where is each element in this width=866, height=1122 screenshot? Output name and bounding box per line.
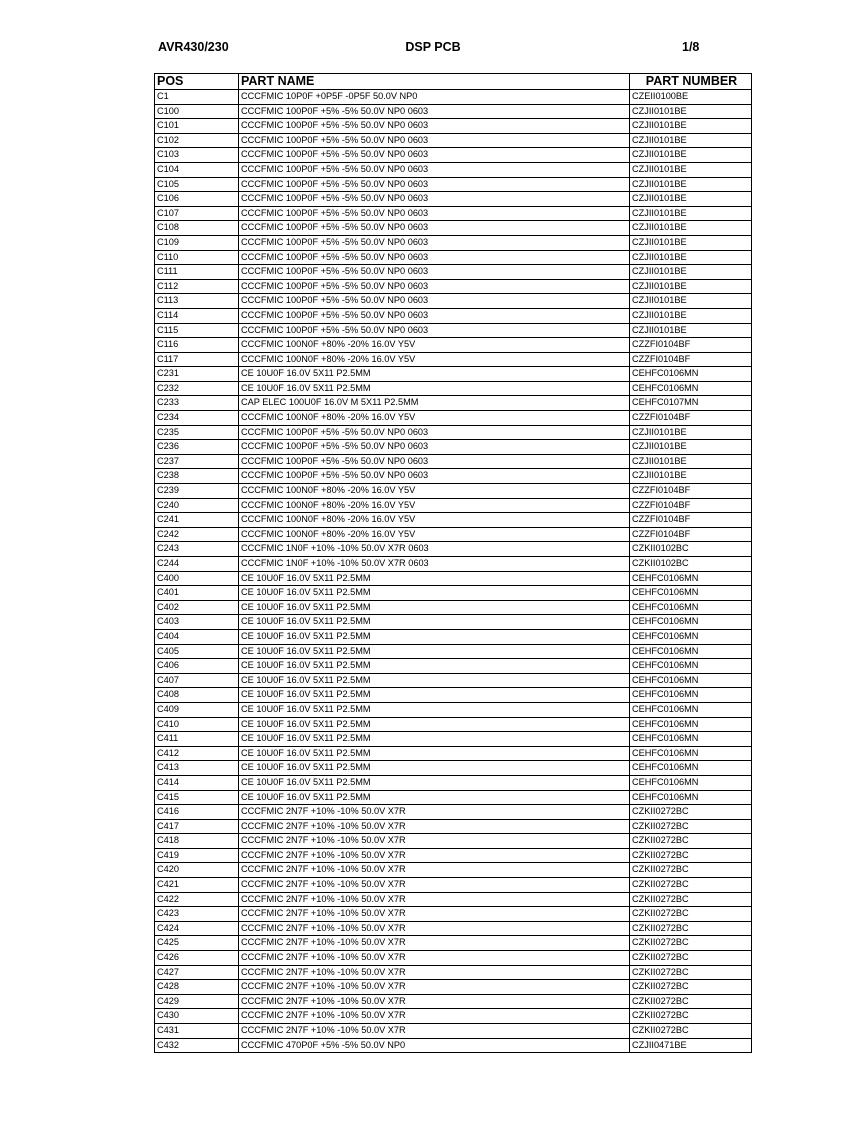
part-number-cell: CEHFC0106MN bbox=[630, 644, 752, 659]
pos-cell: C401 bbox=[155, 586, 239, 601]
part-name-cell: CCCFMIC 100P0F +5% -5% 50.0V NP0 0603 bbox=[239, 250, 630, 265]
part-number-cell: CZKII0272BC bbox=[630, 980, 752, 995]
part-number-cell: CZJII0101BE bbox=[630, 104, 752, 119]
pos-cell: C241 bbox=[155, 513, 239, 528]
part-name-cell: CCCFMIC 100P0F +5% -5% 50.0V NP0 0603 bbox=[239, 235, 630, 250]
table-row bbox=[155, 367, 752, 382]
header-row bbox=[155, 74, 752, 90]
table-row bbox=[155, 148, 752, 163]
table-row bbox=[155, 600, 752, 615]
pos-cell: C413 bbox=[155, 761, 239, 776]
table-row bbox=[155, 863, 752, 878]
part-name-cell: CE 10U0F 16.0V 5X11 P2.5MM bbox=[239, 717, 630, 732]
part-number-cell: CZKII0272BC bbox=[630, 1009, 752, 1024]
column-header-pos: POS bbox=[155, 74, 239, 90]
pos-cell: C427 bbox=[155, 965, 239, 980]
table-row bbox=[155, 819, 752, 834]
part-name-cell: CCCFMIC 100P0F +5% -5% 50.0V NP0 0603 bbox=[239, 104, 630, 119]
part-number-cell: CEHFC0106MN bbox=[630, 381, 752, 396]
pos-cell: C411 bbox=[155, 732, 239, 747]
part-name-cell: CCCFMIC 100P0F +5% -5% 50.0V NP0 0603 bbox=[239, 119, 630, 134]
table-row bbox=[155, 352, 752, 367]
pos-cell: C239 bbox=[155, 484, 239, 499]
pos-cell: C115 bbox=[155, 323, 239, 338]
pos-cell: C408 bbox=[155, 688, 239, 703]
part-name-cell: CCCFMIC 100P0F +5% -5% 50.0V NP0 0603 bbox=[239, 206, 630, 221]
part-name-cell: CCCFMIC 100P0F +5% -5% 50.0V NP0 0603 bbox=[239, 308, 630, 323]
table-row bbox=[155, 177, 752, 192]
table-row bbox=[155, 805, 752, 820]
part-name-cell: CE 10U0F 16.0V 5X11 P2.5MM bbox=[239, 615, 630, 630]
part-name-cell: CE 10U0F 16.0V 5X11 P2.5MM bbox=[239, 702, 630, 717]
part-name-cell: CCCFMIC 100P0F +5% -5% 50.0V NP0 0603 bbox=[239, 294, 630, 309]
part-number-cell: CZJII0101BE bbox=[630, 119, 752, 134]
pos-cell: C238 bbox=[155, 469, 239, 484]
part-number-cell: CZKII0272BC bbox=[630, 848, 752, 863]
part-name-cell: CCCFMIC 2N7F +10% -10% 50.0V X7R bbox=[239, 863, 630, 878]
table-row bbox=[155, 746, 752, 761]
table-row bbox=[155, 936, 752, 951]
table-row bbox=[155, 250, 752, 265]
part-name-cell: CCCFMIC 100N0F +80% -20% 16.0V Y5V bbox=[239, 527, 630, 542]
pos-cell: C112 bbox=[155, 279, 239, 294]
pos-cell: C107 bbox=[155, 206, 239, 221]
part-name-cell: CE 10U0F 16.0V 5X11 P2.5MM bbox=[239, 746, 630, 761]
part-name-cell: CCCFMIC 100N0F +80% -20% 16.0V Y5V bbox=[239, 513, 630, 528]
pos-cell: C429 bbox=[155, 994, 239, 1009]
table-row bbox=[155, 717, 752, 732]
part-name-cell: CCCFMIC 2N7F +10% -10% 50.0V X7R bbox=[239, 878, 630, 893]
part-name-cell: CCCFMIC 100P0F +5% -5% 50.0V NP0 0603 bbox=[239, 162, 630, 177]
pos-cell: C407 bbox=[155, 673, 239, 688]
table-row bbox=[155, 206, 752, 221]
pos-cell: C244 bbox=[155, 557, 239, 572]
table-row bbox=[155, 265, 752, 280]
part-number-cell: CZJII0101BE bbox=[630, 279, 752, 294]
pos-cell: C243 bbox=[155, 542, 239, 557]
pos-cell: C402 bbox=[155, 600, 239, 615]
part-number-cell: CZJII0101BE bbox=[630, 294, 752, 309]
table-row bbox=[155, 834, 752, 849]
table-row bbox=[155, 425, 752, 440]
part-name-cell: CCCFMIC 2N7F +10% -10% 50.0V X7R bbox=[239, 1009, 630, 1024]
pos-cell: C231 bbox=[155, 367, 239, 382]
part-name-cell: CE 10U0F 16.0V 5X11 P2.5MM bbox=[239, 775, 630, 790]
pos-cell: C425 bbox=[155, 936, 239, 951]
part-number-cell: CZJII0471BE bbox=[630, 1038, 752, 1053]
table-row bbox=[155, 951, 752, 966]
part-number-cell: CZKII0272BC bbox=[630, 878, 752, 893]
part-name-cell: CCCFMIC 2N7F +10% -10% 50.0V X7R bbox=[239, 980, 630, 995]
pos-cell: C242 bbox=[155, 527, 239, 542]
table-row bbox=[155, 571, 752, 586]
part-name-cell: CE 10U0F 16.0V 5X11 P2.5MM bbox=[239, 629, 630, 644]
part-number-cell: CZJII0101BE bbox=[630, 323, 752, 338]
pos-cell: C237 bbox=[155, 454, 239, 469]
part-number-cell: CZZFI0104BF bbox=[630, 498, 752, 513]
pos-cell: C428 bbox=[155, 980, 239, 995]
table-row bbox=[155, 133, 752, 148]
pos-cell: C416 bbox=[155, 805, 239, 820]
part-name-cell: CCCFMIC 100P0F +5% -5% 50.0V NP0 0603 bbox=[239, 133, 630, 148]
part-number-cell: CEHFC0106MN bbox=[630, 790, 752, 805]
table-row bbox=[155, 775, 752, 790]
part-number-cell: CZJII0101BE bbox=[630, 265, 752, 280]
pos-cell: C406 bbox=[155, 659, 239, 674]
pos-cell: C431 bbox=[155, 1024, 239, 1039]
part-name-cell: CE 10U0F 16.0V 5X11 P2.5MM bbox=[239, 367, 630, 382]
part-name-cell: CCCFMIC 100P0F +5% -5% 50.0V NP0 0603 bbox=[239, 469, 630, 484]
part-number-cell: CEHFC0106MN bbox=[630, 746, 752, 761]
part-number-cell: CZJII0101BE bbox=[630, 454, 752, 469]
part-number-cell: CZJII0101BE bbox=[630, 440, 752, 455]
part-name-cell: CAP ELEC 100U0F 16.0V M 5X11 P2.5MM bbox=[239, 396, 630, 411]
pos-cell: C104 bbox=[155, 162, 239, 177]
table-row bbox=[155, 761, 752, 776]
pos-cell: C105 bbox=[155, 177, 239, 192]
table-row bbox=[155, 104, 752, 119]
part-number-cell: CZKII0272BC bbox=[630, 994, 752, 1009]
pos-cell: C405 bbox=[155, 644, 239, 659]
part-number-cell: CZZFI0104BF bbox=[630, 338, 752, 353]
part-number-cell: CZJII0101BE bbox=[630, 192, 752, 207]
part-name-cell: CCCFMIC 100P0F +5% -5% 50.0V NP0 0603 bbox=[239, 192, 630, 207]
part-number-cell: CEHFC0106MN bbox=[630, 673, 752, 688]
pos-cell: C240 bbox=[155, 498, 239, 513]
table-row bbox=[155, 90, 752, 105]
pos-cell: C235 bbox=[155, 425, 239, 440]
part-name-cell: CCCFMIC 2N7F +10% -10% 50.0V X7R bbox=[239, 892, 630, 907]
part-name-cell: CCCFMIC 2N7F +10% -10% 50.0V X7R bbox=[239, 936, 630, 951]
pos-cell: C421 bbox=[155, 878, 239, 893]
part-number-cell: CZKII0272BC bbox=[630, 834, 752, 849]
part-name-cell: CE 10U0F 16.0V 5X11 P2.5MM bbox=[239, 790, 630, 805]
part-name-cell: CCCFMIC 100N0F +80% -20% 16.0V Y5V bbox=[239, 352, 630, 367]
pos-cell: C410 bbox=[155, 717, 239, 732]
part-name-cell: CCCFMIC 100P0F +5% -5% 50.0V NP0 0603 bbox=[239, 265, 630, 280]
part-number-cell: CEHFC0106MN bbox=[630, 761, 752, 776]
pos-cell: C232 bbox=[155, 381, 239, 396]
table-row bbox=[155, 308, 752, 323]
part-name-cell: CCCFMIC 1N0F +10% -10% 50.0V X7R 0603 bbox=[239, 542, 630, 557]
part-number-cell: CZKII0272BC bbox=[630, 921, 752, 936]
pos-cell: C418 bbox=[155, 834, 239, 849]
part-name-cell: CCCFMIC 100P0F +5% -5% 50.0V NP0 0603 bbox=[239, 177, 630, 192]
part-name-cell: CCCFMIC 470P0F +5% -5% 50.0V NP0 bbox=[239, 1038, 630, 1053]
table-row bbox=[155, 615, 752, 630]
part-name-cell: CCCFMIC 100P0F +5% -5% 50.0V NP0 0603 bbox=[239, 279, 630, 294]
pos-cell: C414 bbox=[155, 775, 239, 790]
pos-cell: C426 bbox=[155, 951, 239, 966]
pos-cell: C100 bbox=[155, 104, 239, 119]
part-number-cell: CEHFC0106MN bbox=[630, 367, 752, 382]
part-name-cell: CCCFMIC 100P0F +5% -5% 50.0V NP0 0603 bbox=[239, 148, 630, 163]
table-row bbox=[155, 848, 752, 863]
part-number-cell: CEHFC0106MN bbox=[630, 615, 752, 630]
part-number-cell: CZKII0272BC bbox=[630, 805, 752, 820]
part-name-cell: CCCFMIC 100N0F +80% -20% 16.0V Y5V bbox=[239, 338, 630, 353]
part-name-cell: CCCFMIC 100P0F +5% -5% 50.0V NP0 0603 bbox=[239, 221, 630, 236]
part-number-cell: CEHFC0106MN bbox=[630, 586, 752, 601]
part-name-cell: CCCFMIC 100P0F +5% -5% 50.0V NP0 0603 bbox=[239, 454, 630, 469]
table-row bbox=[155, 294, 752, 309]
table-row bbox=[155, 469, 752, 484]
column-header-part-name: PART NAME bbox=[239, 74, 630, 90]
pos-cell: C103 bbox=[155, 148, 239, 163]
pos-cell: C409 bbox=[155, 702, 239, 717]
pos-cell: C419 bbox=[155, 848, 239, 863]
part-name-cell: CCCFMIC 2N7F +10% -10% 50.0V X7R bbox=[239, 848, 630, 863]
table-row bbox=[155, 1024, 752, 1039]
part-number-cell: CEHFC0106MN bbox=[630, 732, 752, 747]
part-name-cell: CE 10U0F 16.0V 5X11 P2.5MM bbox=[239, 673, 630, 688]
pos-cell: C234 bbox=[155, 411, 239, 426]
pos-cell: C113 bbox=[155, 294, 239, 309]
part-number-cell: CZKII0272BC bbox=[630, 1024, 752, 1039]
part-number-cell: CZZFI0104BF bbox=[630, 484, 752, 499]
table-row bbox=[155, 980, 752, 995]
part-number-cell: CZJII0101BE bbox=[630, 250, 752, 265]
part-name-cell: CCCFMIC 100P0F +5% -5% 50.0V NP0 0603 bbox=[239, 425, 630, 440]
part-name-cell: CE 10U0F 16.0V 5X11 P2.5MM bbox=[239, 732, 630, 747]
table-row bbox=[155, 454, 752, 469]
part-number-cell: CZJII0101BE bbox=[630, 133, 752, 148]
table-row bbox=[155, 994, 752, 1009]
table-row bbox=[155, 907, 752, 922]
part-number-cell: CZJII0101BE bbox=[630, 221, 752, 236]
table-row bbox=[155, 411, 752, 426]
part-number-cell: CZZFI0104BF bbox=[630, 527, 752, 542]
table-row bbox=[155, 644, 752, 659]
table-row bbox=[155, 921, 752, 936]
table-row bbox=[155, 790, 752, 805]
pos-cell: C117 bbox=[155, 352, 239, 367]
parts-table-body bbox=[155, 90, 752, 1053]
table-row bbox=[155, 221, 752, 236]
part-name-cell: CCCFMIC 2N7F +10% -10% 50.0V X7R bbox=[239, 819, 630, 834]
part-name-cell: CCCFMIC 2N7F +10% -10% 50.0V X7R bbox=[239, 965, 630, 980]
part-number-cell: CZJII0101BE bbox=[630, 235, 752, 250]
pos-cell: C102 bbox=[155, 133, 239, 148]
pos-cell: C430 bbox=[155, 1009, 239, 1024]
pos-cell: C403 bbox=[155, 615, 239, 630]
part-number-cell: CEHFC0106MN bbox=[630, 775, 752, 790]
part-name-cell: CE 10U0F 16.0V 5X11 P2.5MM bbox=[239, 381, 630, 396]
table-row bbox=[155, 381, 752, 396]
model-number: AVR430/230 bbox=[158, 40, 229, 54]
part-name-cell: CCCFMIC 2N7F +10% -10% 50.0V X7R bbox=[239, 994, 630, 1009]
pos-cell: C412 bbox=[155, 746, 239, 761]
part-number-cell: CZKII0272BC bbox=[630, 863, 752, 878]
pos-cell: C432 bbox=[155, 1038, 239, 1053]
column-header-part-number: PART NUMBER bbox=[630, 74, 752, 90]
pos-cell: C106 bbox=[155, 192, 239, 207]
part-name-cell: CCCFMIC 100P0F +5% -5% 50.0V NP0 0603 bbox=[239, 323, 630, 338]
part-number-cell: CZZFI0104BF bbox=[630, 513, 752, 528]
part-number-cell: CZKII0272BC bbox=[630, 819, 752, 834]
table-row bbox=[155, 542, 752, 557]
table-row bbox=[155, 338, 752, 353]
part-number-cell: CEHFC0106MN bbox=[630, 702, 752, 717]
table-row bbox=[155, 440, 752, 455]
part-number-cell: CZJII0101BE bbox=[630, 206, 752, 221]
pos-cell: C101 bbox=[155, 119, 239, 134]
table-row bbox=[155, 1038, 752, 1053]
part-number-cell: CZKII0272BC bbox=[630, 951, 752, 966]
table-row bbox=[155, 323, 752, 338]
pos-cell: C420 bbox=[155, 863, 239, 878]
table-row bbox=[155, 965, 752, 980]
parts-table bbox=[154, 73, 752, 1053]
pos-cell: C111 bbox=[155, 265, 239, 280]
part-number-cell: CZJII0101BE bbox=[630, 177, 752, 192]
table-row bbox=[155, 119, 752, 134]
table-row bbox=[155, 192, 752, 207]
part-number-cell: CEHFC0107MN bbox=[630, 396, 752, 411]
part-name-cell: CCCFMIC 10P0F +0P5F -0P5F 50.0V NP0 bbox=[239, 90, 630, 105]
part-name-cell: CCCFMIC 2N7F +10% -10% 50.0V X7R bbox=[239, 805, 630, 820]
part-name-cell: CCCFMIC 2N7F +10% -10% 50.0V X7R bbox=[239, 907, 630, 922]
pos-cell: C415 bbox=[155, 790, 239, 805]
part-number-cell: CZKII0102BC bbox=[630, 542, 752, 557]
page-number: 1/8 bbox=[682, 40, 700, 54]
part-name-cell: CE 10U0F 16.0V 5X11 P2.5MM bbox=[239, 571, 630, 586]
table-row bbox=[155, 688, 752, 703]
part-name-cell: CCCFMIC 2N7F +10% -10% 50.0V X7R bbox=[239, 1024, 630, 1039]
table-row bbox=[155, 396, 752, 411]
pos-cell: C109 bbox=[155, 235, 239, 250]
table-row bbox=[155, 673, 752, 688]
part-number-cell: CEHFC0106MN bbox=[630, 600, 752, 615]
part-number-cell: CZKII0272BC bbox=[630, 965, 752, 980]
part-number-cell: CEHFC0106MN bbox=[630, 659, 752, 674]
pos-cell: C236 bbox=[155, 440, 239, 455]
table-row bbox=[155, 878, 752, 893]
pos-cell: C110 bbox=[155, 250, 239, 265]
document-title: DSP PCB bbox=[405, 40, 461, 54]
pos-cell: C422 bbox=[155, 892, 239, 907]
table-row bbox=[155, 732, 752, 747]
part-name-cell: CE 10U0F 16.0V 5X11 P2.5MM bbox=[239, 761, 630, 776]
pos-cell: C417 bbox=[155, 819, 239, 834]
part-number-cell: CZJII0101BE bbox=[630, 469, 752, 484]
part-name-cell: CCCFMIC 100N0F +80% -20% 16.0V Y5V bbox=[239, 484, 630, 499]
table-row bbox=[155, 586, 752, 601]
pos-cell: C404 bbox=[155, 629, 239, 644]
table-row bbox=[155, 527, 752, 542]
pos-cell: C424 bbox=[155, 921, 239, 936]
part-number-cell: CEHFC0106MN bbox=[630, 717, 752, 732]
part-number-cell: CZKII0272BC bbox=[630, 936, 752, 951]
part-number-cell: CEHFC0106MN bbox=[630, 688, 752, 703]
pos-cell: C400 bbox=[155, 571, 239, 586]
table-row bbox=[155, 498, 752, 513]
pos-cell: C114 bbox=[155, 308, 239, 323]
table-row bbox=[155, 892, 752, 907]
part-name-cell: CCCFMIC 100N0F +80% -20% 16.0V Y5V bbox=[239, 498, 630, 513]
table-row bbox=[155, 279, 752, 294]
pos-cell: C116 bbox=[155, 338, 239, 353]
part-number-cell: CZJII0101BE bbox=[630, 162, 752, 177]
part-number-cell: CZKII0272BC bbox=[630, 892, 752, 907]
part-name-cell: CE 10U0F 16.0V 5X11 P2.5MM bbox=[239, 644, 630, 659]
part-number-cell: CZJII0101BE bbox=[630, 308, 752, 323]
part-name-cell: CCCFMIC 100P0F +5% -5% 50.0V NP0 0603 bbox=[239, 440, 630, 455]
part-name-cell: CCCFMIC 2N7F +10% -10% 50.0V X7R bbox=[239, 951, 630, 966]
part-number-cell: CZJII0101BE bbox=[630, 148, 752, 163]
pos-cell: C423 bbox=[155, 907, 239, 922]
part-number-cell: CZKII0272BC bbox=[630, 907, 752, 922]
table-row bbox=[155, 484, 752, 499]
pos-cell: C1 bbox=[155, 90, 239, 105]
table-row bbox=[155, 235, 752, 250]
table-row bbox=[155, 162, 752, 177]
part-number-cell: CEHFC0106MN bbox=[630, 629, 752, 644]
part-number-cell: CZJII0101BE bbox=[630, 425, 752, 440]
parts-table-header bbox=[155, 74, 752, 90]
table-row bbox=[155, 659, 752, 674]
part-number-cell: CEHFC0106MN bbox=[630, 571, 752, 586]
part-number-cell: CZEII0100BE bbox=[630, 90, 752, 105]
part-name-cell: CE 10U0F 16.0V 5X11 P2.5MM bbox=[239, 600, 630, 615]
part-number-cell: CZZFI0104BF bbox=[630, 352, 752, 367]
table-row bbox=[155, 1009, 752, 1024]
pos-cell: C233 bbox=[155, 396, 239, 411]
part-name-cell: CE 10U0F 16.0V 5X11 P2.5MM bbox=[239, 586, 630, 601]
table-row bbox=[155, 557, 752, 572]
pos-cell: C108 bbox=[155, 221, 239, 236]
part-name-cell: CE 10U0F 16.0V 5X11 P2.5MM bbox=[239, 688, 630, 703]
part-name-cell: CCCFMIC 2N7F +10% -10% 50.0V X7R bbox=[239, 834, 630, 849]
part-name-cell: CCCFMIC 1N0F +10% -10% 50.0V X7R 0603 bbox=[239, 557, 630, 572]
part-name-cell: CE 10U0F 16.0V 5X11 P2.5MM bbox=[239, 659, 630, 674]
part-name-cell: CCCFMIC 2N7F +10% -10% 50.0V X7R bbox=[239, 921, 630, 936]
table-row bbox=[155, 513, 752, 528]
part-number-cell: CZKII0102BC bbox=[630, 557, 752, 572]
part-name-cell: CCCFMIC 100N0F +80% -20% 16.0V Y5V bbox=[239, 411, 630, 426]
table-row bbox=[155, 629, 752, 644]
table-row bbox=[155, 702, 752, 717]
part-number-cell: CZZFI0104BF bbox=[630, 411, 752, 426]
